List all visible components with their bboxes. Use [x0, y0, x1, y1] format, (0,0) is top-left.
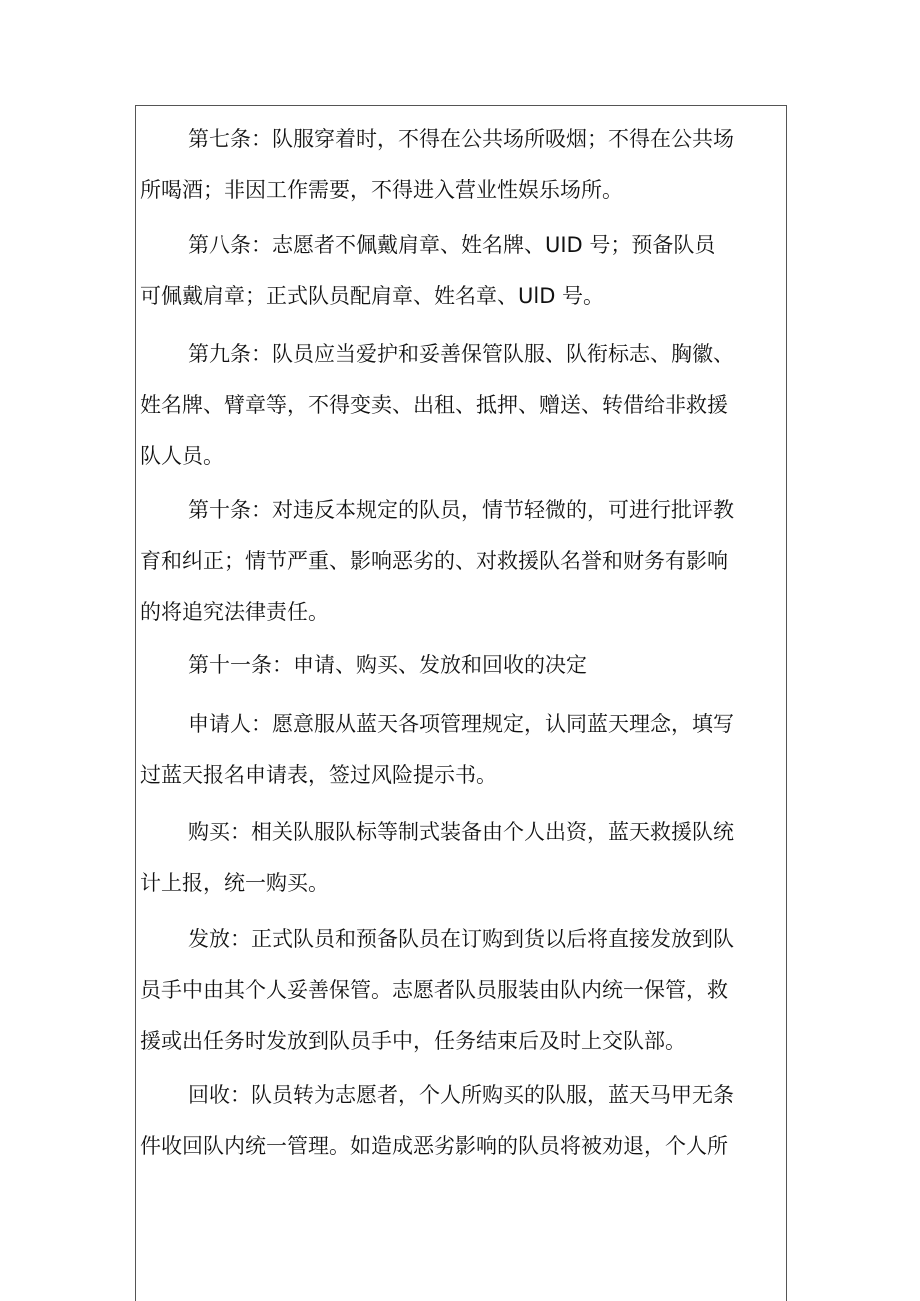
text-line: 第八条：志愿者不佩戴肩章、姓名牌、UID 号；预备队员 — [188, 233, 716, 257]
document-frame — [135, 105, 787, 1301]
text-line: 购买：相关队服队标等制式装备由个人出资，蓝天救援队统 — [188, 820, 734, 844]
paragraph-article-9 — [140, 329, 784, 482]
text-line: 第十一条：申请、购买、发放和回收的决定 — [188, 653, 587, 677]
text-line: 回收：队员转为志愿者，个人所购买的队服，蓝天马甲无条 — [188, 1083, 734, 1107]
text-line: 所喝酒；非因工作需要，不得进入营业性娱乐场所。 — [140, 178, 623, 202]
paragraph-purchase — [140, 807, 784, 909]
text-line: 队人员。 — [140, 444, 224, 468]
paragraph-applicant — [140, 699, 784, 801]
text-line: 计上报，统一购买。 — [140, 871, 329, 895]
text-line: 过蓝天报名申请表，签过风险提示书。 — [140, 763, 497, 787]
text-line: 育和纠正；情节严重、影响恶劣的、对救援队名誉和财务有影响 — [140, 549, 728, 573]
paragraph-recovery — [140, 1070, 784, 1172]
text-line: 姓名牌、臂章等，不得变卖、出租、抵押、赠送、转借给非救援 — [140, 393, 728, 417]
paragraph-article-8 — [140, 220, 784, 322]
text-line: 第九条：队员应当爱护和妥善保管队服、队衔标志、胸徽、 — [188, 342, 734, 366]
text-line: 申请人：愿意服从蓝天各项管理规定，认同蓝天理念，填写 — [188, 712, 734, 736]
text-line: 员手中由其个人妥善保管。志愿者队员服装由队内统一保管，救 — [140, 978, 728, 1002]
paragraph-article-11 — [140, 640, 784, 691]
text-line: 发放：正式队员和预备队员在订购到货以后将直接发放到队 — [188, 927, 734, 951]
text-line: 可佩戴肩章；正式队员配肩章、姓名章、UlD 号。 — [140, 284, 605, 308]
text-line: 第七条：队服穿着时，不得在公共场所吸烟；不得在公共场 — [188, 127, 734, 151]
text-line: 的将追究法律责任。 — [140, 600, 329, 624]
paragraph-article-7 — [140, 114, 784, 216]
paragraph-distribution — [140, 914, 784, 1067]
text-line: 第十条：对违反本规定的队员，情节轻微的，可进行批评教 — [188, 498, 734, 522]
paragraph-article-10 — [140, 485, 784, 638]
text-line: 件收回队内统一管理。如造成恶劣影响的队员将被劝退，个人所 — [140, 1134, 728, 1158]
text-line: 援或出任务时发放到队员手中，任务结束后及时上交队部。 — [140, 1029, 686, 1053]
